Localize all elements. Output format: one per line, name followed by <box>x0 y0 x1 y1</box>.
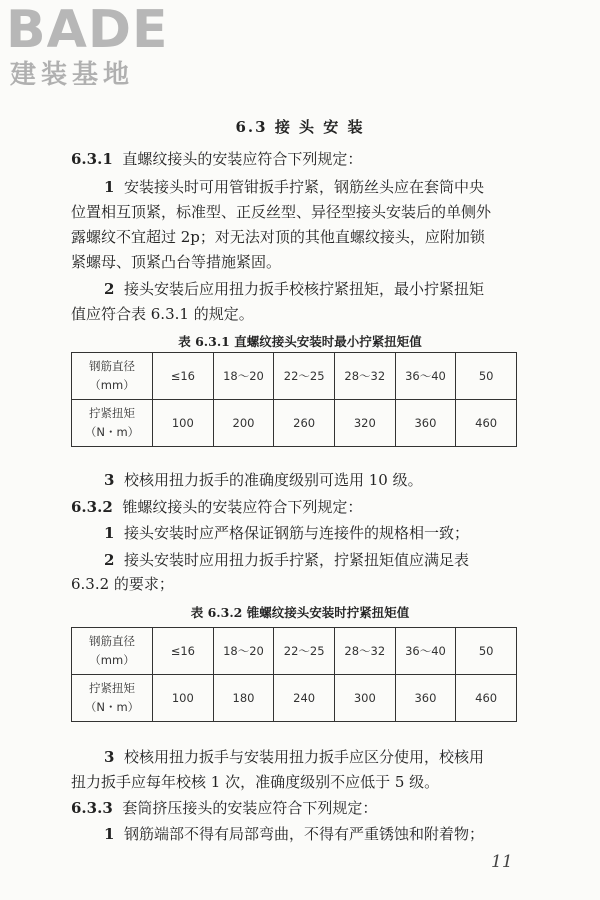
item-number: 2 <box>104 551 115 569</box>
text-line: 扭力扳手应每年校核 1 次，准确度级别不应低于 5 级。 <box>71 773 440 791</box>
table-cell: 360 <box>395 400 456 447</box>
item-number: 1 <box>104 178 115 196</box>
table-cell: 28～32 <box>334 628 395 675</box>
item-text: 接头安装时应用扭力扳手拧紧，拧紧扭矩值应满足表 <box>123 551 469 569</box>
row-header-unit: （N・m） <box>84 425 140 439</box>
table-cell: 320 <box>334 400 395 447</box>
row-header-unit: （N・m） <box>84 700 140 714</box>
row-header-label: 拧紧扭矩 <box>89 681 135 695</box>
clause-text: 锥螺纹接头的安装应符合下列规定： <box>122 498 363 516</box>
section-title: 6.3 接 头 安 装 <box>235 118 365 136</box>
row-header <box>72 628 153 675</box>
table-cell: 300 <box>334 675 395 722</box>
table-cell: 180 <box>213 675 274 722</box>
clause-6-3-3 <box>71 798 377 818</box>
table-6-3-1 <box>71 352 517 447</box>
table-cell: ≤16 <box>153 353 214 400</box>
text-line: 位置相互顶紧，标准型、正反丝型、异径型接头安装后的单侧外 <box>71 203 492 221</box>
text-line: 值应符合表 6.3.1 的规定。 <box>71 305 254 323</box>
clause-6-3-1 <box>71 149 362 169</box>
table-cell: 260 <box>274 400 335 447</box>
table-cell: 36～40 <box>395 628 456 675</box>
table-row <box>72 675 517 722</box>
table-row <box>72 353 517 400</box>
table-cell: 28～32 <box>334 353 395 400</box>
table-6-3-1-caption: 表 6.3.1 直螺纹接头安装时最小拧紧扭矩值 <box>178 334 422 349</box>
table-row <box>72 628 517 675</box>
item-text: 接头安装时应严格保证钢筋与连接件的规格相一致； <box>123 524 469 542</box>
item-text: 钢筋端部不得有局部弯曲，不得有严重锈蚀和附着物； <box>123 825 484 843</box>
row-header-label: 钢筋直径 <box>89 634 135 648</box>
table-row <box>72 400 517 447</box>
item-number: 1 <box>104 524 115 542</box>
table-cell: 100 <box>153 675 214 722</box>
table-cell: 22～25 <box>274 628 335 675</box>
row-header <box>72 675 153 722</box>
clause-text: 直螺纹接头的安装应符合下列规定： <box>122 150 363 168</box>
item-number: 3 <box>104 748 115 766</box>
logo-wordmark: BADE <box>6 0 169 60</box>
table-cell: 22～25 <box>274 353 335 400</box>
item-6-3-2-3 <box>104 747 484 767</box>
clause-number: 6.3.2 <box>71 498 113 516</box>
item-text: 校核用扭力扳手的准确度级别可选用 10 级。 <box>123 471 423 489</box>
clause-number: 6.3.1 <box>71 150 113 168</box>
bade-logo <box>6 2 181 92</box>
table-6-3-2-caption: 表 6.3.2 锥螺纹接头安装时拧紧扭矩值 <box>190 605 410 620</box>
item-6-3-1-3 <box>104 470 423 490</box>
table-cell: 18～20 <box>213 353 274 400</box>
item-text: 接头安装后应用扭力扳手校核拧紧扭矩，最小拧紧扭矩 <box>123 280 484 298</box>
row-header-unit: （mm） <box>89 653 135 667</box>
table-cell: 50 <box>456 353 517 400</box>
item-6-3-2-2 <box>104 550 469 570</box>
table-cell: 460 <box>456 675 517 722</box>
row-header-unit: （mm） <box>89 378 135 392</box>
table-cell: 360 <box>395 675 456 722</box>
item-6-3-3-1 <box>104 824 484 844</box>
logo-subtitle: 建装基地 <box>10 60 135 90</box>
item-6-3-1-1 <box>104 177 484 197</box>
row-header-label: 拧紧扭矩 <box>89 406 135 420</box>
item-6-3-1-2 <box>104 279 484 299</box>
text-line: 紧螺母、顶紧凸台等措施紧固。 <box>71 253 282 271</box>
table-cell: 460 <box>456 400 517 447</box>
item-6-3-2-1 <box>104 523 469 543</box>
item-text: 安装接头时可用管钳扳手拧紧，钢筋丝头应在套筒中央 <box>123 178 484 196</box>
clause-number: 6.3.3 <box>71 799 113 817</box>
row-header <box>72 400 153 447</box>
clause-text: 套筒挤压接头的安装应符合下列规定： <box>122 799 378 817</box>
text-line: 露螺纹不宜超过 2p；对无法对顶的其他直螺纹接头，应附加锁 <box>71 228 485 246</box>
row-header-label: 钢筋直径 <box>89 359 135 373</box>
table-cell: 200 <box>213 400 274 447</box>
item-number: 3 <box>104 471 115 489</box>
row-header <box>72 353 153 400</box>
table-cell: 100 <box>153 400 214 447</box>
table-6-3-2 <box>71 627 517 722</box>
item-number: 2 <box>104 280 115 298</box>
item-number: 1 <box>104 825 115 843</box>
item-text: 校核用扭力扳手与安装用扭力扳手应区分使用，校核用 <box>123 748 484 766</box>
clause-6-3-2 <box>71 497 362 517</box>
table-cell: 50 <box>456 628 517 675</box>
table-cell: 240 <box>274 675 335 722</box>
table-cell: 18～20 <box>213 628 274 675</box>
page-number: 11 <box>491 852 513 872</box>
text-line: 6.3.2 的要求； <box>71 575 174 593</box>
table-cell: 36～40 <box>395 353 456 400</box>
table-cell: ≤16 <box>153 628 214 675</box>
